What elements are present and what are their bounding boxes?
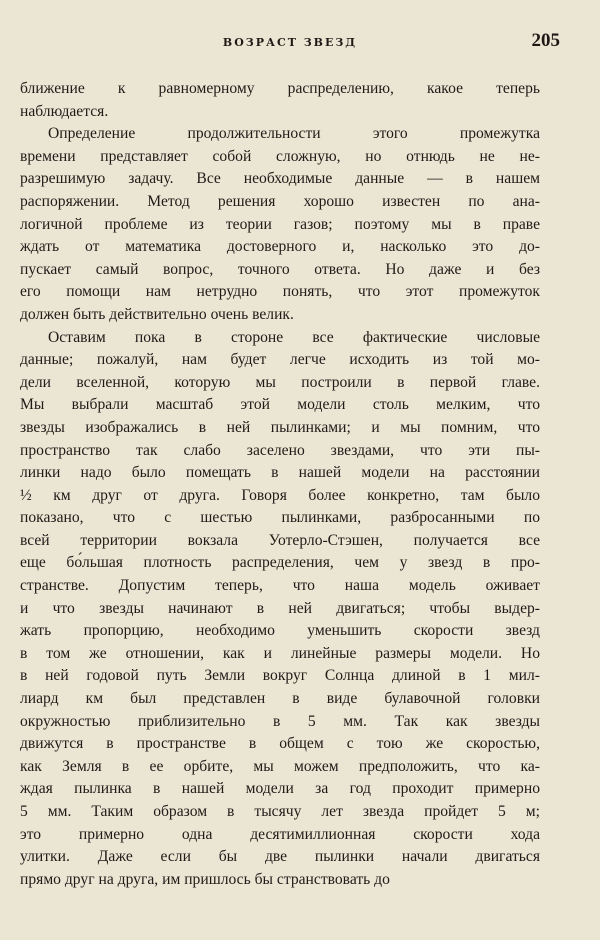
text-line: и что звезды начинают в ней двигаться; чтобы выдер-	[20, 599, 540, 617]
paragraph	[20, 78, 540, 123]
text-line: разрешимую задачу. Все необходимые данные — в нашем	[20, 170, 540, 188]
text-line: Оставим пока в стороне все фактические числовые	[48, 328, 540, 346]
text-line: ½ км друг от друга. Говоря более конкретно, там было	[20, 486, 540, 504]
text-line: 5 мм. Таким образом в тысячу лет звезда пройдет 5 м;	[20, 803, 540, 820]
text-line: это примерно одна десятимиллионная скорости хода	[20, 825, 540, 843]
text-line: данные; пожалуй, нам будет легче исходить из той мо-	[20, 351, 540, 369]
text-line: движутся в пространстве в общем с тою же скоростью,	[20, 735, 540, 753]
text-line: как Земля в ее орбите, мы можем предположить, что ка-	[20, 757, 540, 775]
running-head	[20, 30, 560, 56]
text-line: окружностью приблизительно в 5 мм. Так как звезды	[20, 712, 540, 730]
text-line: еще бо́льшая плотность распределения, чем у звезд в про-	[20, 554, 540, 572]
text-line: дели вселенной, которую мы построили в первой главе.	[20, 373, 540, 391]
text-line: ждать от математика достоверного и, насколько это до-	[20, 238, 540, 256]
text-line: пространство так слабо заселено звездами, что эти пы-	[20, 441, 540, 459]
text-line: прямо друг на друга, им пришлось бы странствовать до	[20, 870, 390, 888]
text-line: ближение к равномерному распределению, какое теперь	[20, 80, 540, 97]
text-line: в том же отношении, как и линейные размеры модели. Но	[20, 644, 540, 662]
text-line: показано, что с шестью пылинками, разбросанными по	[20, 509, 540, 527]
paragraph	[20, 123, 540, 326]
text-line: Определение продолжительности этого промежутка	[48, 125, 540, 143]
text-line: в ней годовой путь Земли вокруг Солнца длиной в 1 мил-	[20, 667, 540, 685]
body-text	[20, 78, 540, 891]
running-title: ВОЗРАСТ ЗВЕЗД	[222, 36, 358, 49]
text-line: Мы выбрали масштаб этой модели столь мелким, что	[20, 396, 540, 414]
text-line: его помощи нам нетрудно понять, что этот промежуток	[20, 283, 540, 301]
page-number: 205	[531, 30, 560, 51]
text-line: должен быть действительно очень велик.	[20, 305, 294, 323]
text-line: пускает самый вопрос, точного ответа. Но даже и без	[20, 260, 540, 278]
text-line: ждая пылинка в нашей модели за год проходит примерно	[20, 780, 540, 798]
text-line: лиард км был представлен в виде булавочной головки	[20, 690, 540, 708]
text-line: логичной проблеме из теории газов; поэтому мы в праве	[20, 215, 540, 233]
text-line: жать пропорцию, необходимо уменьшить скорости звезд	[20, 622, 540, 640]
text-line: странстве. Допустим теперь, что наша модель оживает	[20, 577, 540, 595]
text-line: улитки. Даже если бы две пылинки начали двигаться	[20, 848, 540, 866]
text-line: распоряжении. Метод решения хорошо известен по ана-	[20, 192, 540, 210]
paragraph	[20, 327, 540, 892]
text-line: звезды изображались в ней пылинками; и мы помним, что	[20, 418, 540, 436]
text-line: линки надо было помещать в нашей модели на расстоянии	[20, 464, 540, 482]
text-line: наблюдается.	[20, 102, 109, 120]
text-line: всей территории вокзала Уотерло-Стэшен, получается все	[20, 531, 540, 549]
text-line: времени представляет собой сложную, но отнюдь не не-	[20, 147, 540, 165]
